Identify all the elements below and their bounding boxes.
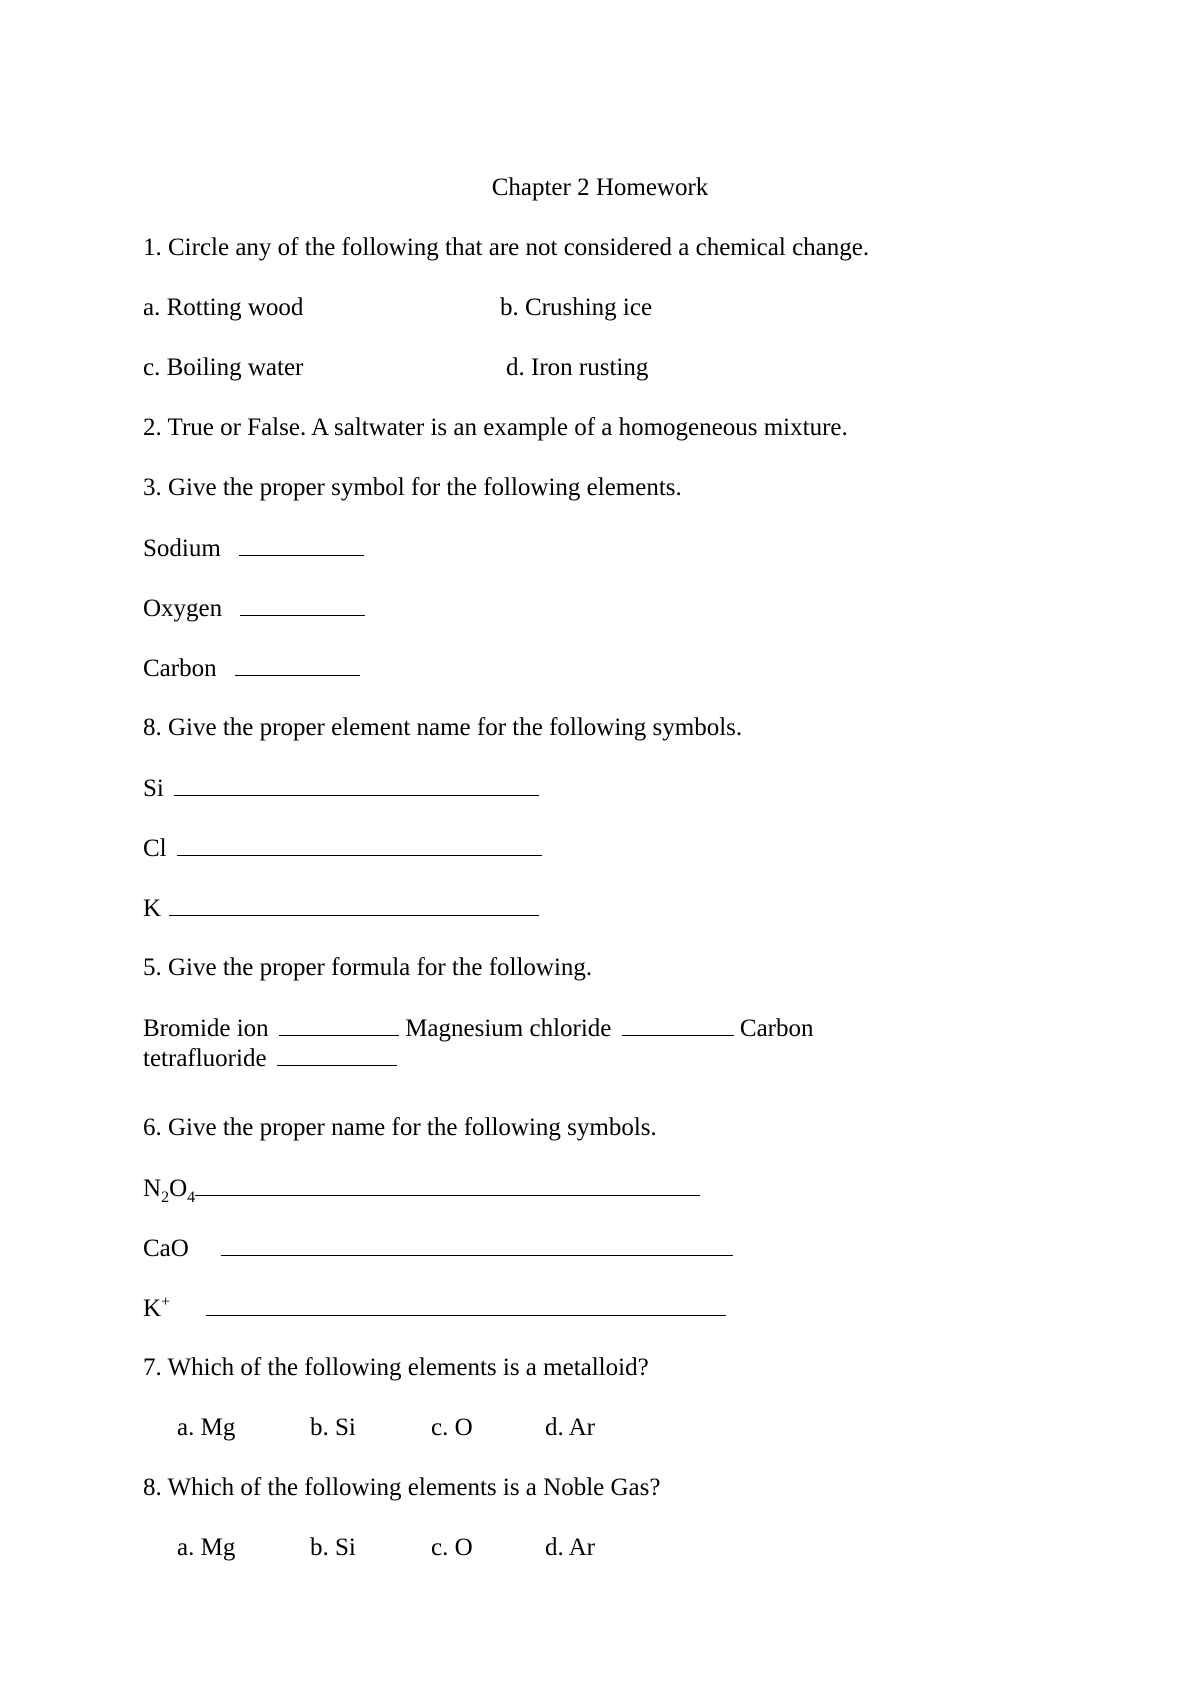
- page-title: Chapter 2 Homework: [491, 174, 709, 201]
- q3-item-oxygen: [143, 593, 365, 624]
- q3-label: Sodium: [143, 535, 221, 562]
- q4-item-cl: [143, 833, 542, 864]
- q1-option-d: d. Iron rusting: [506, 354, 649, 381]
- q5-tetrafluoride-label: tetrafluoride: [143, 1045, 267, 1072]
- q4-item-si: [143, 773, 539, 804]
- q5-carbon-label: Carbon: [739, 1015, 814, 1042]
- q4-item-k: [143, 893, 539, 924]
- answer-blank[interactable]: [174, 773, 539, 796]
- q3-label: Oxygen: [143, 595, 223, 622]
- q7-option-b: b. Si: [310, 1414, 356, 1441]
- q4-label: K: [143, 895, 162, 922]
- q3-label: Carbon: [143, 655, 217, 682]
- answer-blank[interactable]: [239, 533, 364, 556]
- answer-blank[interactable]: [279, 1013, 399, 1036]
- answer-blank[interactable]: [235, 653, 360, 676]
- formula-n2o4: $N_2O_4$: [143, 1175, 196, 1206]
- q6-item-kplus: [143, 1293, 726, 1324]
- q8-option-c: c. O: [431, 1534, 473, 1561]
- answer-blank[interactable]: [169, 893, 539, 916]
- q8-option-a: a. Mg: [177, 1534, 236, 1561]
- q3-item-carbon: [143, 653, 360, 684]
- q7-option-c: c. O: [431, 1414, 473, 1441]
- answer-blank[interactable]: [177, 833, 542, 856]
- question-2-prompt: 2. True or False. A saltwater is an example of a homogeneous mixture.: [143, 414, 848, 441]
- question-1-prompt: 1. Circle any of the following that are not considered a chemical change.: [143, 234, 870, 261]
- formula-cao: CaO: [143, 1235, 189, 1262]
- q5-magnesium-label: Magnesium chloride: [405, 1015, 612, 1042]
- answer-blank[interactable]: [277, 1043, 397, 1066]
- q5-bromide-label: Bromide ion: [143, 1015, 269, 1042]
- q7-option-d: d. Ar: [545, 1414, 595, 1441]
- answer-blank[interactable]: [195, 1173, 700, 1196]
- question-8-prompt: 8. Which of the following elements is a Noble Gas?: [143, 1474, 661, 1501]
- q6-item-n2o4: [143, 1173, 700, 1204]
- q8-option-d: d. Ar: [545, 1534, 595, 1561]
- q8-option-b: b. Si: [310, 1534, 356, 1561]
- q1-option-c: c. Boiling water: [143, 354, 304, 381]
- question-6-prompt: 6. Give the proper name for the following symbols.: [143, 1114, 657, 1141]
- q1-option-b: b. Crushing ice: [500, 294, 653, 321]
- formula-k-plus: K+: [143, 1293, 171, 1322]
- question-4-prompt: 8. Give the proper element name for the following symbols.: [143, 714, 743, 741]
- question-3-prompt: 3. Give the proper symbol for the following elements.: [143, 474, 682, 501]
- q6-item-cao: [143, 1233, 733, 1264]
- question-7-prompt: 7. Which of the following elements is a metalloid?: [143, 1354, 649, 1381]
- q3-item-sodium: [143, 533, 364, 564]
- answer-blank[interactable]: [622, 1013, 734, 1036]
- answer-blank[interactable]: [221, 1233, 733, 1256]
- q4-label: Si: [143, 775, 164, 802]
- q5-line-2: [143, 1043, 397, 1074]
- q5-line-1: [143, 1013, 814, 1044]
- q1-option-a: a. Rotting wood: [143, 294, 304, 321]
- q4-label: Cl: [143, 835, 167, 862]
- question-5-prompt: 5. Give the proper formula for the following.: [143, 954, 593, 981]
- answer-blank[interactable]: [240, 593, 365, 616]
- answer-blank[interactable]: [206, 1293, 726, 1316]
- q7-option-a: a. Mg: [177, 1414, 236, 1441]
